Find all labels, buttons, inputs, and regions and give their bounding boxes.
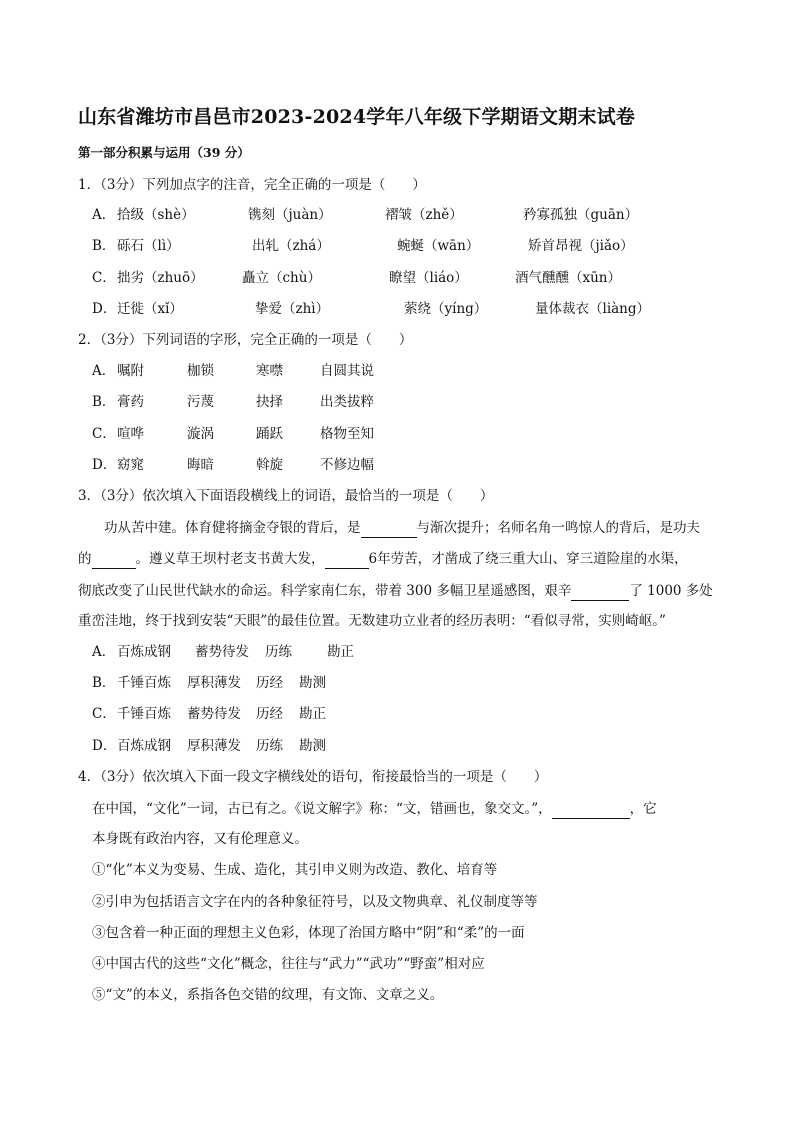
q3-paragraph-line-3	[78, 580, 713, 601]
option-item: 历练	[256, 738, 283, 754]
answer-blank	[92, 548, 136, 569]
option-item: 矗立（chù）	[242, 270, 321, 286]
option-item: 萦绕（yíng）	[404, 301, 488, 317]
option-item: 勘测	[299, 675, 326, 691]
option-item: 迁徙（xǐ）	[117, 301, 183, 317]
option-item: 抉择	[256, 394, 283, 410]
q3-paragraph-line-4: 重峦洼地，终于找到安装“天眼”的最佳位置。无数建功立业者的经历表明：“看似寻常，实则崎岖。”	[78, 613, 666, 629]
q4-sentence-2: ②引申为包括语言文字在内的各种象征符号，以及文物典章、礼仪制度等等	[92, 894, 538, 910]
option-item: 枷锁	[187, 363, 214, 379]
option-item: 矫首昂视（jiǎo）	[528, 238, 634, 254]
option-item: 污蔑	[187, 394, 214, 410]
option-item: 矜寡孤独（guān）	[523, 207, 639, 223]
q4-paragraph-line-2: 本身既有政治内容，又有伦理意义。	[92, 831, 308, 847]
option-item: 自圆其说	[320, 363, 374, 379]
option-item: 历练	[265, 644, 292, 660]
option-letter: C．	[92, 426, 116, 442]
option-item: 拾级（shè）	[117, 207, 195, 223]
option-item: 历经	[256, 706, 283, 722]
text-segment: ，它	[629, 801, 657, 817]
option-item: 历经	[256, 675, 283, 691]
option-item: 百炼成钢	[117, 644, 171, 660]
option-item: 漩涡	[187, 426, 214, 442]
option-letter: D．	[92, 457, 117, 473]
option-item: 蜿蜒（wān）	[397, 238, 480, 254]
option-item: 勘正	[327, 644, 354, 660]
option-item: 厚积薄发	[187, 738, 241, 754]
option-letter: A．	[92, 363, 116, 379]
option-item: 蓄势待发	[187, 706, 241, 722]
answer-blank	[325, 548, 369, 569]
option-letter: D．	[92, 301, 117, 317]
q4-sentence-5: ⑤“文”的本义，系指各色交错的纹理，有文饰、文章之义。	[92, 987, 444, 1003]
option-item: 出类拔粹	[320, 394, 374, 410]
option-item: 格物至知	[320, 426, 374, 442]
option-item: 千锤百炼	[117, 675, 171, 691]
option-item: 勘测	[299, 738, 326, 754]
exam-title: 山东省潍坊市昌邑市2023-2024学年八年级下学期语文期末试卷	[78, 106, 636, 128]
option-item: 千锤百炼	[117, 706, 171, 722]
option-item: 勘正	[299, 706, 326, 722]
option-item: 嘱附	[117, 363, 144, 379]
q4-sentence-1: ①“化”本义为变易、生成、造化，其引申义则为改造、教化、培育等	[92, 862, 498, 878]
text-segment: 与渐次提升；名师名角一鸣惊人的背后，是功夫	[416, 520, 700, 536]
option-item: 寒噤	[256, 363, 283, 379]
option-item: 蓄势待发	[195, 644, 249, 660]
text-segment: 的	[78, 551, 92, 567]
option-letter: C．	[92, 270, 116, 286]
option-item: 挚爱（zhì）	[255, 301, 330, 317]
answer-blank	[361, 517, 417, 538]
option-item: 窈窕	[117, 457, 144, 473]
q1-stem: 1．（3分）下列加点字的注音，完全正确的一项是（ ）	[78, 177, 426, 193]
option-item: 砾石（lì）	[117, 238, 180, 254]
answer-blank	[552, 798, 630, 819]
option-letter: C．	[92, 706, 116, 722]
option-item: 镌刻（juàn）	[248, 207, 332, 223]
option-item: 褶皱（zhě）	[385, 207, 463, 223]
q3-stem: 3．（3分）依次填入下面语段横线上的词语，最恰当的一项是（ ）	[78, 488, 494, 504]
answer-blank	[571, 580, 629, 601]
text-segment: 功从苦中建。体育健将摘金夺银的背后，是	[104, 520, 361, 536]
option-item: 量体裁衣（liàng）	[535, 301, 651, 317]
option-item: 酒气醺醺（xūn）	[515, 270, 622, 286]
q3-paragraph-line-1	[104, 517, 700, 538]
option-item: 踊跃	[256, 426, 283, 442]
option-item: 百炼成钢	[117, 738, 171, 754]
option-item: 拙劣（zhuō）	[117, 270, 204, 286]
q4-paragraph-line-1	[92, 798, 657, 819]
option-letter: B．	[92, 394, 116, 410]
option-item: 不修边幅	[320, 457, 374, 473]
q2-stem: 2．（3分）下列词语的字形，完全正确的一项是（ ）	[78, 332, 413, 348]
option-item: 瞭望（liáo）	[389, 270, 468, 286]
q4-stem: 4．（3分）依次填入下面一段文字横线处的语句，衔接最恰当的一项是（ ）	[78, 769, 548, 785]
option-item: 斡旋	[256, 457, 283, 473]
option-letter: D．	[92, 738, 117, 754]
text-segment: 在中国，“文化”一词，古已有之。《说文解字》称：“文，错画也，象交文。”，	[92, 801, 552, 817]
text-segment: 了 1000 多处	[629, 583, 713, 599]
q4-sentence-4: ④中国古代的这些“文化”概念，往往与“武力”“武功”“野蛮”相对应	[92, 956, 485, 972]
option-item: 出轧（zhá）	[252, 238, 330, 254]
option-item: 膏药	[117, 394, 144, 410]
option-item: 晦暗	[187, 457, 214, 473]
option-letter: B．	[92, 238, 116, 254]
text-segment: 6年劳苦，才凿成了绕三重大山、穿三道险崖的水渠，	[368, 551, 688, 567]
option-letter: A．	[92, 207, 116, 223]
option-item: 喧哗	[117, 426, 144, 442]
q4-sentence-3: ③包含着一种正面的理想主义色彩，体现了治国方略中“阴”和“柔”的一面	[92, 925, 525, 941]
q3-paragraph-line-2	[78, 548, 688, 569]
section-heading: 第一部分积累与运用（39 分）	[78, 145, 250, 160]
option-letter: B．	[92, 675, 116, 691]
text-segment: 彻底改变了山民世代缺水的命运。科学家南仁东，带着 300 多幅卫星遥感图，艰辛	[78, 583, 572, 599]
text-segment: 。遵义草王坝村老支书黄大发，	[135, 551, 325, 567]
option-item: 厚积薄发	[187, 675, 241, 691]
option-letter: A．	[92, 644, 116, 660]
